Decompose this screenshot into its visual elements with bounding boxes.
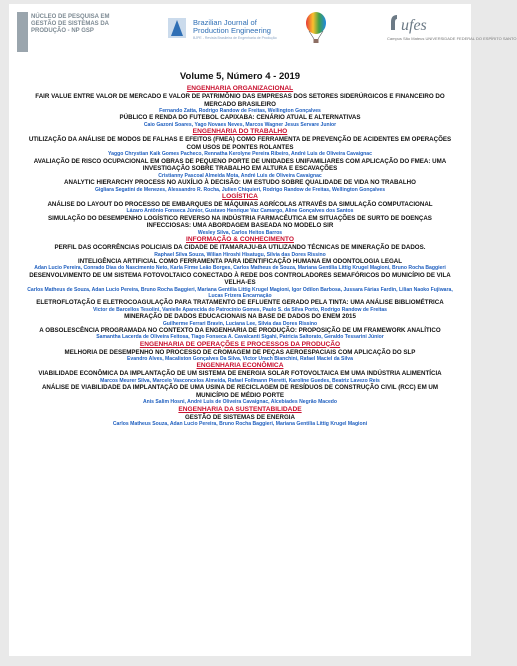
article-authors: Fernando Zatta, Rodrigo Randow de Freitas, Wellington Gonçalves bbox=[159, 108, 321, 115]
bjpe-logo-title: Brazilian Journal of Production Engineering bbox=[193, 18, 271, 35]
section-heading[interactable]: LOGÍSTICA bbox=[222, 192, 258, 200]
volume-title: Volume 5, Número 4 - 2019 bbox=[179, 71, 301, 82]
npgsp-logo-text: NÚCLEO DE PESQUISA EM GESTÃO DE SISTEMAS DA PRODUÇÃO - NP GSP bbox=[31, 14, 110, 34]
article-title[interactable]: DESENVOLVIMENTO DE UM SISTEMA FOTOVOLTAICO CONECTADO À REDE DOS CONTROLADORES SEMAFÓRICOS DO MUNICÍPIO DE VILA VELHA-ES bbox=[29, 271, 451, 287]
article-title[interactable]: ANÁLISE DE VIABILIDADE DA IMPLANTAÇÃO DE UMA USINA DE RECICLAGEM DE RESÍDUOS DE CONSTRUÇÃO CIVIL (RCC) EM UM MUNICÍPIO DE MÉDIO PORTE bbox=[41, 384, 439, 399]
article-title[interactable]: PÚBLICO E RENDA DO FUTEBOL CAPIXABA: CENÁRIO ATUAL E ALTERNATIVAS bbox=[119, 114, 361, 122]
ufes-logo-mark bbox=[387, 12, 467, 34]
article-authors: Cristianny Pascoal Almeida Mota, André Luis de Oliveira Cavaignac bbox=[158, 172, 322, 179]
section-heading[interactable]: ENGENHARIA DO TRABALHO bbox=[192, 128, 288, 136]
article-title[interactable]: ELETROFLOTAÇÃO E ELETROCOAGULAÇÃO PARA TRATAMENTO DE EFLUENTE GERADO PELA TINTA: UMA ANÁLISE BIBLIOMÉTRICA bbox=[36, 299, 444, 307]
bjpe-logo-icon bbox=[167, 16, 187, 40]
npgsp-logo bbox=[17, 12, 110, 52]
article-title[interactable]: ANALYTIC HIERARCHY PROCESS NO AUXÍLIO À DECISÃO: UM ESTUDO SOBRE QUALIDADE DE VIDA NO TRABALHO bbox=[64, 178, 416, 186]
section-heading[interactable]: ENGENHARIA DA SUSTENTABILIDADE bbox=[178, 405, 302, 413]
article-authors: Wesley Silva, Carlos Heitos Barros bbox=[197, 229, 283, 236]
article-title[interactable]: AVALIAÇÃO DE RISCO OCUPACIONAL EM OBRAS DE PEQUENO PORTE DE UNIDADES UNIFAMILIARES COM APLICAÇÃO DO FMEA: UMA INVESTIGAÇÃO SOBRE TRABALHO EM ALTURA E ESCAVAÇÕES bbox=[33, 157, 447, 173]
article-authors: Gigliara Segatini de Menezes, Alessandro R. Rocha, Julien Chiquieri, Rodrigo Randow de Freitas, Wellington Gonçalves bbox=[94, 186, 386, 193]
article-title[interactable]: PERFIL DAS OCORRÊNCIAS POLICIAIS DA CIDADE DE ITAMARAJU-BA UTILIZANDO TÉCNICAS DE MINERAÇÃO DE DADOS. bbox=[54, 243, 426, 251]
bjpe-logo bbox=[167, 16, 287, 44]
bjpe-logo-subtitle: BJPE - Revista Brasileira de Engenharia de Produção bbox=[193, 36, 277, 40]
article-title[interactable]: ANÁLISE DO LAYOUT DO PROCESSO DE EMBARQUES DE MÁQUINAS AGRÍCOLAS ATRAVÉS DA SIMULAÇÃO COMPUTACIONAL bbox=[47, 200, 433, 208]
article-title[interactable]: A OBSOLESCÊNCIA PROGRAMADA NO CONTEXTO DA ENGENHARIA DE PRODUÇÃO: PROPOSIÇÃO DE UM FRAMEWORK ANALÍTICO bbox=[39, 326, 441, 334]
article-authors: Adan Lucio Pereira, Conrado Dias do Nascimento Neto, Karla Firme Leão Borges, Carlos Matheus de Souza, Mariana Gentilia Littig Krugel Magioni, Bruno Rocha Baggieri bbox=[34, 265, 446, 272]
ufes-logo-text: Campus São Mateus UNIVERSIDADE FEDERAL DO ESPÍRITO SANTO bbox=[387, 36, 517, 41]
article-title[interactable]: VIABILIDADE ECONÔMICA DA IMPLANTAÇÃO DE UM SISTEMA DE ENERGIA SOLAR FOTOVOLTAICA EM UMA INDÚSTRIA ALIMENTÍCIA bbox=[38, 370, 442, 378]
article-authors: Samantha Lacerda de Oliveira Feitosa, Tiago Fonseca A. Cavalcanti Sigahi, Patricia Saltorato, Geraldo Tessarini Júnior bbox=[96, 334, 384, 341]
ufes-logo bbox=[387, 12, 517, 52]
svg-text:ufes: ufes bbox=[401, 17, 427, 34]
article-title[interactable]: SIMULAÇÃO DO DESEMPENHO LOGÍSTICO REVERSO NA INDÚSTRIA FARMACÊUTICA EM SITUAÇÕES DE SURTO DE DOENÇAS INFECCIOSAS: UMA ABORDAGEM BASEADA NO MODELO SIR bbox=[48, 214, 432, 230]
section-heading[interactable]: ENGENHARIA DE OPERAÇÕES E PROCESSOS DA PRODUÇÃO bbox=[139, 340, 341, 348]
journal-page bbox=[9, 4, 517, 656]
article-authors: Victor de Barcellos Tesolini, Vanielle Aparecida do Patrocínio Gomes, Paulo S. da Silva Porto, Rodrigo Randow de Freitas bbox=[92, 306, 387, 313]
article-authors: Marcos Meurer Silva, Marcelo Vasconcelos Almeida, Rafael Follmann Pieretti, Karoline Guedes, Beatriz Lavezo Reis bbox=[100, 377, 380, 384]
article-authors: Yaggo Chrystian Kaik Gomes Pacheco, Rennatha Kerolyne Pereira Ribeiro, André Luis de Oliveira Cavaignac bbox=[108, 151, 372, 158]
page-header bbox=[9, 4, 517, 60]
article-authors: Carlos Matheus Souza, Adan Lucio Pereira, Bruno Rocha Baggieri, Mariana Gentilia Littig Krugel Magioni bbox=[112, 421, 368, 428]
article-authors: Evandro Alves, Macaliston Gonçalves Da Silva, Victor Urach Bianchini, Rafael Maciel da Silva bbox=[127, 356, 353, 363]
hot-air-balloon-icon bbox=[304, 12, 328, 46]
article-title[interactable]: GESTÃO DE SISTEMAS DE ENERGIA bbox=[184, 413, 295, 421]
section-heading[interactable]: ENGENHARIA ECONÔMICA bbox=[196, 362, 284, 370]
table-of-contents bbox=[9, 71, 471, 427]
section-heading[interactable]: INFORMAÇÃO & CONHECIMENTO bbox=[186, 235, 294, 243]
article-title[interactable]: MELHORIA DE DESEMPENHO NO PROCESSO DE CROMAGEM DE PEÇAS AEROESPACIAIS COM APLICAÇÃO DO SLP bbox=[64, 348, 416, 356]
article-authors: Caio Gazoni Soares, Yago Novaes Neves, Marcos Wagner Jesus Servare Junior bbox=[143, 121, 337, 128]
section-heading[interactable]: ENGENHARIA ORGANIZACIONAL bbox=[186, 85, 294, 92]
article-authors: Guilherme Ferrari Bravin, Luciana Lee, Silvia das Dores Rissino bbox=[162, 320, 318, 327]
article-title[interactable]: MINERAÇÃO DE DADOS EDUCACIONAIS NA BASE DE DADOS DO ENEM 2015 bbox=[124, 312, 356, 320]
article-title[interactable]: INTELIGÊNCIA ARTIFICIAL COMO FERRAMENTA PARA IDENTIFICAÇÃO HUMANA EM ODONTOLOGIA LEGAL bbox=[77, 257, 403, 265]
article-title[interactable]: FAIR VALUE ENTRE VALOR DE MERCADO E VALOR DE PATRIMÔNIO DAS EMPRESAS DOS SETORES SIDERÚRGICOS E FINANCEIRO DO MERCADO BRASILEIRO bbox=[35, 93, 445, 108]
article-authors: Raphael Silva Souza, Wilian Hiroshi Hisatugu, Silvia das Dores Rissino bbox=[154, 251, 326, 258]
npgsp-logo-mark bbox=[17, 12, 28, 52]
article-authors: Anis Salim Hosni, André Luis de Oliveira Cavaignac, Alcebíades Negrão Macedo bbox=[142, 399, 338, 406]
article-authors: Lázaro Antônio Fonseca Júnior, Gustavo Henrique Vaz Camargo, Aline Gonçalves dos Santos bbox=[126, 208, 354, 215]
sections-list bbox=[9, 85, 471, 427]
article-authors: Carlos Matheus de Souza, Adan Lucio Pereira, Bruno Rocha Baggieri, Mariana Gentilia Littig Krugel Magioni, Igor Odilon Barbosa, Jussara Fárias Fardin, Lilian Naoko Fujiwara, Lucas Frizera Encarnação bbox=[27, 286, 453, 299]
article-title[interactable]: UTILIZAÇÃO DA ANÁLISE DE MODOS DE FALHAS E EFEITOS (FMEA) COMO FERRAMENTA DE PREVENÇÃO DE ACIDENTES EM OPERAÇÕES COM USOS DE PONTES ROLANTES bbox=[28, 136, 452, 151]
